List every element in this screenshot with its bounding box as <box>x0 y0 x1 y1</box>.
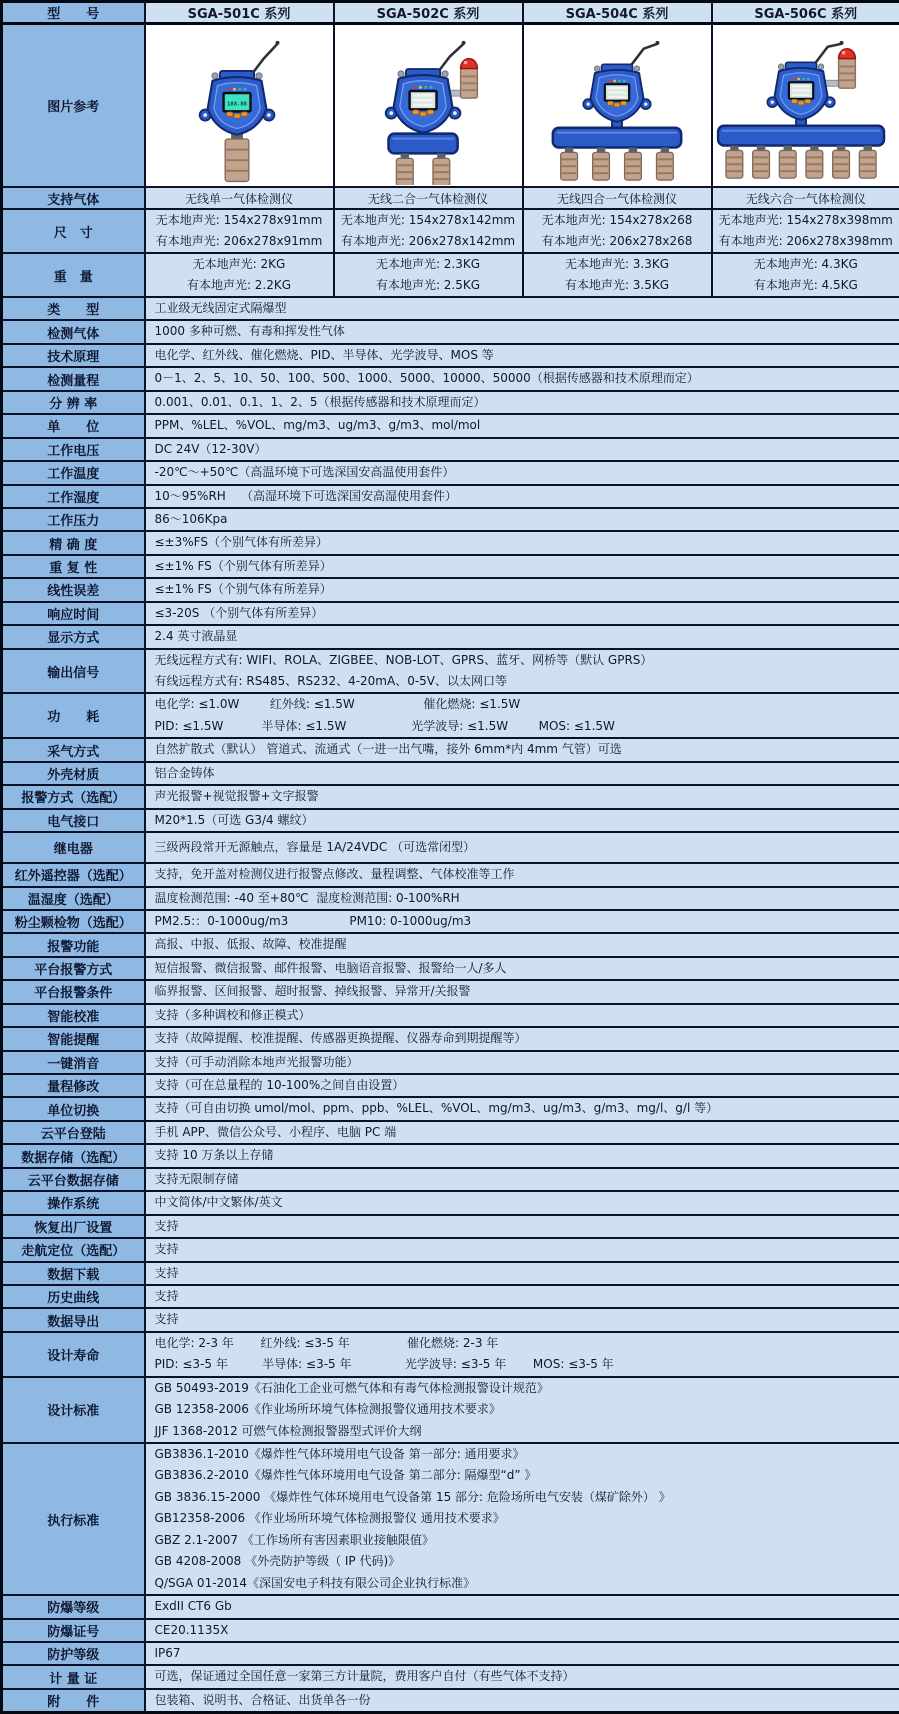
spec-value-line: 10～95%RH （高湿环境下可选深国安高湿使用套件） <box>146 486 899 507</box>
product-image-cell <box>523 24 712 188</box>
spec-value-line: 声光报警+视觉报警+文字报警 <box>146 786 899 807</box>
spec-value-line: 支持 <box>146 1263 899 1284</box>
spec-row <box>2 344 899 367</box>
spec-row-label: 一键消音 <box>2 1051 145 1074</box>
size-row-cell <box>712 209 899 253</box>
spec-row <box>2 1121 899 1144</box>
spec-row-label: 工作电压 <box>2 438 145 461</box>
spec-row-label: 计 量 证 <box>2 1665 145 1688</box>
spec-row <box>2 1595 899 1618</box>
spec-row-label: 工作温度 <box>2 461 145 484</box>
spec-row <box>2 1168 899 1191</box>
spec-row <box>2 555 899 578</box>
spec-row <box>2 367 899 390</box>
spec-value-line: 支持 <box>146 1286 899 1307</box>
spec-row <box>2 1027 899 1050</box>
spec-value-line: 短信报警、微信报警、邮件报警、电脑语音报警、报警给一人/多人 <box>146 958 899 979</box>
spec-value-line: 支持 10 万条以上存储 <box>146 1145 899 1166</box>
spec-value-line: 电化学: ≤1.0W 红外线: ≤1.5W 催化燃烧: ≤1.5W <box>146 694 899 715</box>
sga-502c-device-image <box>335 27 521 185</box>
spec-value-line: ≤±1% FS（个别气体有所差异） <box>146 556 899 577</box>
spec-row-label: 功 耗 <box>2 693 145 738</box>
size-row-value: 无本地声光: 154x278x91mm <box>146 210 333 231</box>
weight-row-value: 有本地声光: 4.5KG <box>713 275 899 296</box>
spec-row <box>2 531 899 554</box>
spec-row-value <box>145 1027 899 1050</box>
spec-row-value <box>145 625 899 648</box>
spec-value-line: 0－1、2、5、10、50、100、500、1000、5000、10000、50000（根据传感器和技术原理而定） <box>146 368 899 389</box>
spec-row-label: 外壳材质 <box>2 762 145 785</box>
spec-value-line: 工业级无线固定式隔爆型 <box>146 298 899 319</box>
spec-value-line: 支持（可自由切换 umol/mol、ppm、ppb、%LEL、%VOL、mg/m3、ug/m3、g/m3、mg/l、g/l 等） <box>146 1098 899 1119</box>
spec-value-line: 高报、中报、低报、故障、校准提醒 <box>146 934 899 955</box>
spec-row-value <box>145 414 899 437</box>
spec-value-line: 支持（多种调校和修正模式） <box>146 1005 899 1026</box>
product-image-cell <box>334 24 523 188</box>
size-row-label: 尺 寸 <box>2 209 145 253</box>
spec-row <box>2 762 899 785</box>
spec-row-value <box>145 910 899 933</box>
spec-row-value <box>145 391 899 414</box>
spec-value-line: -20℃～+50℃（高温环境下可选深国安高温使用套件） <box>146 462 899 483</box>
spec-row-value <box>145 367 899 390</box>
weight-row-cell <box>334 253 523 297</box>
spec-row <box>2 1332 899 1377</box>
spec-value-line: 电化学: 2-3 年 红外线: ≤3-5 年 催化燃烧: 2-3 年 <box>146 1333 899 1354</box>
spec-row <box>2 785 899 808</box>
spec-row-label: 执行标准 <box>2 1443 145 1595</box>
model-name-2: SGA-504C 系列 <box>523 2 712 24</box>
spec-row <box>2 863 899 886</box>
weight-row-label: 重 量 <box>2 253 145 297</box>
spec-value-line: GB3836.1-2010《爆炸性气体环境用电气设备 第一部分: 通用要求》 <box>146 1444 899 1465</box>
weight-row-value: 无本地声光: 2KG <box>146 254 333 275</box>
size-row-value: 无本地声光: 154x278x268 <box>524 210 711 231</box>
spec-row <box>2 1051 899 1074</box>
spec-row-label: 数据下载 <box>2 1262 145 1285</box>
spec-row <box>2 438 899 461</box>
spec-row <box>2 933 899 956</box>
weight-row-value: 有本地声光: 2.2KG <box>146 275 333 296</box>
spec-value-line: GB 3836.15-2000 《爆炸性气体环境用电气设备第 15 部分: 危险场所电气安装（煤矿除外） 》 <box>146 1487 899 1508</box>
spec-row-label: 操作系统 <box>2 1191 145 1214</box>
spec-row-label: 平台报警方式 <box>2 957 145 980</box>
spec-row-label: 继电器 <box>2 832 145 863</box>
spec-row-value <box>145 578 899 601</box>
spec-row-label: 工作压力 <box>2 508 145 531</box>
spec-row-value <box>145 809 899 832</box>
spec-value-line: GB 4208-2008 《外壳防护等级（ IP 代码)》 <box>146 1551 899 1572</box>
spec-row-value <box>145 531 899 554</box>
spec-row <box>2 910 899 933</box>
spec-value-line: GB12358-2006 《作业场所环境气体检测报警仪 通用技术要求》 <box>146 1508 899 1529</box>
spec-row-label: 单位切换 <box>2 1097 145 1120</box>
product-image-row <box>2 24 899 188</box>
spec-value-line: GB 12358-2006《作业场所环境气体检测报警仪通用技术要求》 <box>146 1399 899 1420</box>
spec-value-line: 包装箱、说明书、合格证、出货单各一份 <box>146 1690 899 1711</box>
weight-row-cell <box>712 253 899 297</box>
spec-row-value <box>145 1004 899 1027</box>
spec-row-label: 附 件 <box>2 1689 145 1713</box>
spec-row-label: 防爆等级 <box>2 1595 145 1618</box>
spec-row-value <box>145 887 899 910</box>
spec-value-line: ≤±3%FS（个别气体有所差异） <box>146 532 899 553</box>
spec-row-value <box>145 1215 899 1238</box>
spec-value-line: GB3836.2-2010《爆炸性气体环境用电气设备 第二部分: 隔爆型“d” 》 <box>146 1465 899 1486</box>
spec-row-label: 类 型 <box>2 297 145 320</box>
spec-value-line: 自然扩散式（默认） 管道式、流通式（一进一出气嘴，接外 6mm*内 4mm 气管）可选 <box>146 739 899 760</box>
size-row-value: 有本地声光: 206x278x398mm <box>713 231 899 252</box>
spec-row <box>2 1689 899 1713</box>
spec-row-label: 输出信号 <box>2 649 145 694</box>
size-row-value: 无本地声光: 154x278x398mm <box>713 210 899 231</box>
spec-row-label: 采气方式 <box>2 738 145 761</box>
size-row-value: 有本地声光: 206x278x91mm <box>146 231 333 252</box>
supported-gas-row <box>2 187 899 209</box>
spec-row <box>2 738 899 761</box>
sga-504c-device-image <box>524 27 710 185</box>
spec-value-line: 无线远程方式有: WIFI、ROLA、ZIGBEE、NOB-LOT、GPRS、蓝牙、网桥等（默认 GPRS） <box>146 650 899 671</box>
spec-row-value <box>145 1689 899 1713</box>
spec-row-label: 走航定位（选配） <box>2 1238 145 1261</box>
weight-row-value: 有本地声光: 2.5KG <box>335 275 522 296</box>
spec-row-label: 云平台登陆 <box>2 1121 145 1144</box>
spec-value-line: 支持 <box>146 1239 899 1260</box>
model-name-0: SGA-501C 系列 <box>145 2 334 24</box>
image-row-label: 图片参考 <box>2 24 145 188</box>
spec-row <box>2 1074 899 1097</box>
gas-type-3: 无线六合一气体检测仪 <box>712 187 899 209</box>
spec-row-label: 显示方式 <box>2 625 145 648</box>
model-name-3: SGA-506C 系列 <box>712 2 899 24</box>
svg-text:188.88: 188.88 <box>227 101 247 107</box>
spec-row-label: 精 确 度 <box>2 531 145 554</box>
spec-row-label: 恢复出厂设置 <box>2 1215 145 1238</box>
spec-row-value <box>145 1168 899 1191</box>
size-row-cell <box>334 209 523 253</box>
spec-row-label: 报警功能 <box>2 933 145 956</box>
spec-row <box>2 957 899 980</box>
spec-row <box>2 578 899 601</box>
size-row <box>2 209 899 253</box>
spec-row-label: 历史曲线 <box>2 1285 145 1308</box>
spec-row-label: 报警方式（选配） <box>2 785 145 808</box>
spec-value-line: 支持（可手动消除本地声光报警功能） <box>146 1052 899 1073</box>
spec-row-label: 技术原理 <box>2 344 145 367</box>
spec-row-label: 响应时间 <box>2 602 145 625</box>
product-image-cell <box>712 24 899 188</box>
spec-row-value <box>145 785 899 808</box>
spec-row <box>2 414 899 437</box>
spec-row-label: 智能提醒 <box>2 1027 145 1050</box>
spec-row-value <box>145 1191 899 1214</box>
spec-value-line: M20*1.5（可选 G3/4 螺纹） <box>146 810 899 831</box>
spec-value-line: GB 50493-2019《石油化工企业可燃气体和有毒气体检测报警设计规范》 <box>146 1378 899 1399</box>
spec-value-line: 支持（可在总量程的 10-100%之间自由设置） <box>146 1075 899 1096</box>
spec-row-label: 单 位 <box>2 414 145 437</box>
spec-row <box>2 1642 899 1665</box>
model-row-label: 型 号 <box>2 2 145 24</box>
spec-row <box>2 320 899 343</box>
spec-value-line: ExdII CT6 Gb <box>146 1596 899 1617</box>
spec-value-line: 1000 多种可燃、有毒和挥发性气体 <box>146 321 899 342</box>
spec-row-value <box>145 344 899 367</box>
spec-row-label: 检测气体 <box>2 320 145 343</box>
spec-row-value <box>145 1377 899 1443</box>
spec-row <box>2 1308 899 1331</box>
spec-row-value <box>145 762 899 785</box>
spec-row-label: 量程修改 <box>2 1074 145 1097</box>
model-name-1: SGA-502C 系列 <box>334 2 523 24</box>
spec-value-line: 铝合金铸体 <box>146 763 899 784</box>
spec-value-line: PID: ≤1.5W 半导体: ≤1.5W 光学波导: ≤1.5W MOS: ≤1.5W <box>146 716 899 737</box>
spec-row <box>2 297 899 320</box>
spec-value-line: Q/SGA 01-2014《深国安电子科技有限公司企业执行标准》 <box>146 1573 899 1594</box>
spec-row <box>2 887 899 910</box>
spec-value-line: 支持（故障提醒、校准提醒、传感器更换提醒、仪器寿命到期提醒等） <box>146 1028 899 1049</box>
spec-row-label: 温湿度（选配） <box>2 887 145 910</box>
gas-type-2: 无线四合一气体检测仪 <box>523 187 712 209</box>
model-header-row <box>2 2 899 24</box>
spec-row <box>2 1144 899 1167</box>
spec-row-label: 数据存储（选配） <box>2 1144 145 1167</box>
spec-row-value <box>145 508 899 531</box>
spec-value-line: IP67 <box>146 1643 899 1664</box>
spec-row-label: 设计标准 <box>2 1377 145 1443</box>
weight-row-value: 无本地声光: 2.3KG <box>335 254 522 275</box>
spec-row <box>2 1004 899 1027</box>
spec-value-line: 支持无限制存储 <box>146 1169 899 1190</box>
spec-row-label: 防爆证号 <box>2 1619 145 1642</box>
spec-row-value <box>145 297 899 320</box>
spec-row <box>2 1215 899 1238</box>
spec-value-line: 支持，免开盖对检测仪进行报警点修改、量程调整、气体校准等工作 <box>146 864 899 885</box>
spec-row-value <box>145 1074 899 1097</box>
spec-value-line: PPM、%LEL、%VOL、mg/m3、ug/m3、g/m3、mol/mol <box>146 415 899 436</box>
spec-row <box>2 832 899 863</box>
spec-row-value <box>145 738 899 761</box>
spec-value-line: ≤±1% FS（个别气体有所差异） <box>146 579 899 600</box>
spec-value-line: GBZ 2.1-2007 《工作场所有害因素职业接触限值》 <box>146 1530 899 1551</box>
size-row-cell <box>145 209 334 253</box>
spec-value-line: 三级两段常开无源触点，容量是 1A/24VDC （可选常闭型） <box>146 833 899 862</box>
spec-value-line: 电化学、红外线、催化燃烧、PID、半导体、光学波导、MOS 等 <box>146 345 899 366</box>
spec-row-label: 粉尘颗检物（选配） <box>2 910 145 933</box>
spec-row <box>2 1285 899 1308</box>
spec-row-value <box>145 602 899 625</box>
spec-row-label: 防护等级 <box>2 1642 145 1665</box>
weight-row <box>2 253 899 297</box>
spec-row-value <box>145 1238 899 1261</box>
size-row-cell <box>523 209 712 253</box>
weight-row-cell <box>523 253 712 297</box>
spec-row-value <box>145 485 899 508</box>
spec-row-value <box>145 1285 899 1308</box>
spec-value-line: JJF 1368-2012 可燃气体检测报警器型式评价大纲 <box>146 1421 899 1442</box>
weight-row-value: 无本地声光: 4.3KG <box>713 254 899 275</box>
spec-row-label: 数据导出 <box>2 1308 145 1331</box>
spec-row-value <box>145 1121 899 1144</box>
spec-row <box>2 1191 899 1214</box>
spec-value-line: 临界报警、区间报警、超时报警、掉线报警、异常开/关报警 <box>146 981 899 1002</box>
spec-row-value <box>145 957 899 980</box>
spec-row <box>2 693 899 738</box>
spec-row <box>2 625 899 648</box>
spec-row-value <box>145 1619 899 1642</box>
spec-row-value <box>145 649 899 694</box>
spec-row-value <box>145 1051 899 1074</box>
spec-value-line: PID: ≤3-5 年 半导体: ≤3-5 年 光学波导: ≤3-5 年 MOS: ≤3-5 年 <box>146 1354 899 1375</box>
spec-value-line: 温度检测范围: -40 至+80℃ 湿度检测范围: 0-100%RH <box>146 888 899 909</box>
spec-row-value <box>145 1097 899 1120</box>
spec-row <box>2 1619 899 1642</box>
spec-row-label: 线性误差 <box>2 578 145 601</box>
spec-row-value <box>145 1665 899 1688</box>
spec-value-line: 手机 APP、微信公众号、小程序、电脑 PC 端 <box>146 1122 899 1143</box>
spec-row <box>2 391 899 414</box>
spec-value-line: 中文简体/中文繁体/英文 <box>146 1192 899 1213</box>
spec-value-line: ≤3-20S （个别气体有所差异） <box>146 603 899 624</box>
spec-value-line: 86～106Kpa <box>146 509 899 530</box>
spec-row-label: 电气接口 <box>2 809 145 832</box>
gas-row-label: 支持气体 <box>2 187 145 209</box>
spec-row-label: 分 辨 率 <box>2 391 145 414</box>
spec-row-label: 设计寿命 <box>2 1332 145 1377</box>
sga-506c-device-image <box>713 27 899 185</box>
size-row-value: 有本地声光: 206x278x268 <box>524 231 711 252</box>
spec-row-value <box>145 1642 899 1665</box>
weight-row-cell <box>145 253 334 297</box>
spec-row <box>2 809 899 832</box>
product-image-cell <box>145 24 334 188</box>
spec-value-line: 支持 <box>146 1216 899 1237</box>
spec-row-label: 红外遥控器（选配） <box>2 863 145 886</box>
spec-row-label: 云平台数据存储 <box>2 1168 145 1191</box>
spec-row-value <box>145 1262 899 1285</box>
spec-row-value <box>145 1595 899 1618</box>
spec-row-label: 平台报警条件 <box>2 980 145 1003</box>
spec-row-value <box>145 320 899 343</box>
sga-501c-device-image <box>146 27 332 185</box>
weight-row-value: 有本地声光: 3.5KG <box>524 275 711 296</box>
size-row-value: 无本地声光: 154x278x142mm <box>335 210 522 231</box>
spec-row-label: 工作湿度 <box>2 485 145 508</box>
spec-row-label: 检测量程 <box>2 367 145 390</box>
spec-row <box>2 1097 899 1120</box>
spec-row-value <box>145 461 899 484</box>
spec-row-label: 重 复 性 <box>2 555 145 578</box>
spec-value-line: 2.4 英寸液晶显 <box>146 626 899 647</box>
spec-row <box>2 461 899 484</box>
spec-row <box>2 602 899 625</box>
spec-row-value <box>145 1443 899 1595</box>
spec-row-value <box>145 832 899 863</box>
spec-value-line: 支持 <box>146 1309 899 1330</box>
spec-value-line: CE20.1135X <box>146 1620 899 1641</box>
spec-value-line: 可选，保证通过全国任意一家第三方计量院，费用客户自付（有些气体不支持） <box>146 1666 899 1687</box>
size-row-value: 有本地声光: 206x278x142mm <box>335 231 522 252</box>
spec-row-value <box>145 555 899 578</box>
spec-row <box>2 508 899 531</box>
spec-row <box>2 980 899 1003</box>
spec-row-value <box>145 1144 899 1167</box>
spec-row <box>2 1377 899 1443</box>
spec-row <box>2 485 899 508</box>
weight-row-value: 无本地声光: 3.3KG <box>524 254 711 275</box>
spec-value-line: DC 24V（12-30V） <box>146 439 899 460</box>
spec-value-line: 0.001、0.01、0.1、1、2、5（根据传感器和技术原理而定） <box>146 392 899 413</box>
spec-row-value <box>145 1308 899 1331</box>
spec-row <box>2 1238 899 1261</box>
spec-value-line: PM2.5:：0-1000ug/m3 PM10: 0-1000ug/m3 <box>146 911 899 932</box>
spec-row <box>2 649 899 694</box>
spec-value-line: 有线远程方式有: RS485、RS232、4-20mA、0-5V、以太网口等 <box>146 671 899 692</box>
spec-row <box>2 1262 899 1285</box>
spec-row-value <box>145 980 899 1003</box>
spec-row-value <box>145 693 899 738</box>
spec-row-value <box>145 438 899 461</box>
spec-row <box>2 1443 899 1595</box>
spec-row-value <box>145 1332 899 1377</box>
gas-type-1: 无线二合一气体检测仪 <box>334 187 523 209</box>
spec-row-value <box>145 933 899 956</box>
gas-type-0: 无线单一气体检测仪 <box>145 187 334 209</box>
spec-row <box>2 1665 899 1688</box>
spec-row-value <box>145 863 899 886</box>
spec-row-label: 智能校准 <box>2 1004 145 1027</box>
